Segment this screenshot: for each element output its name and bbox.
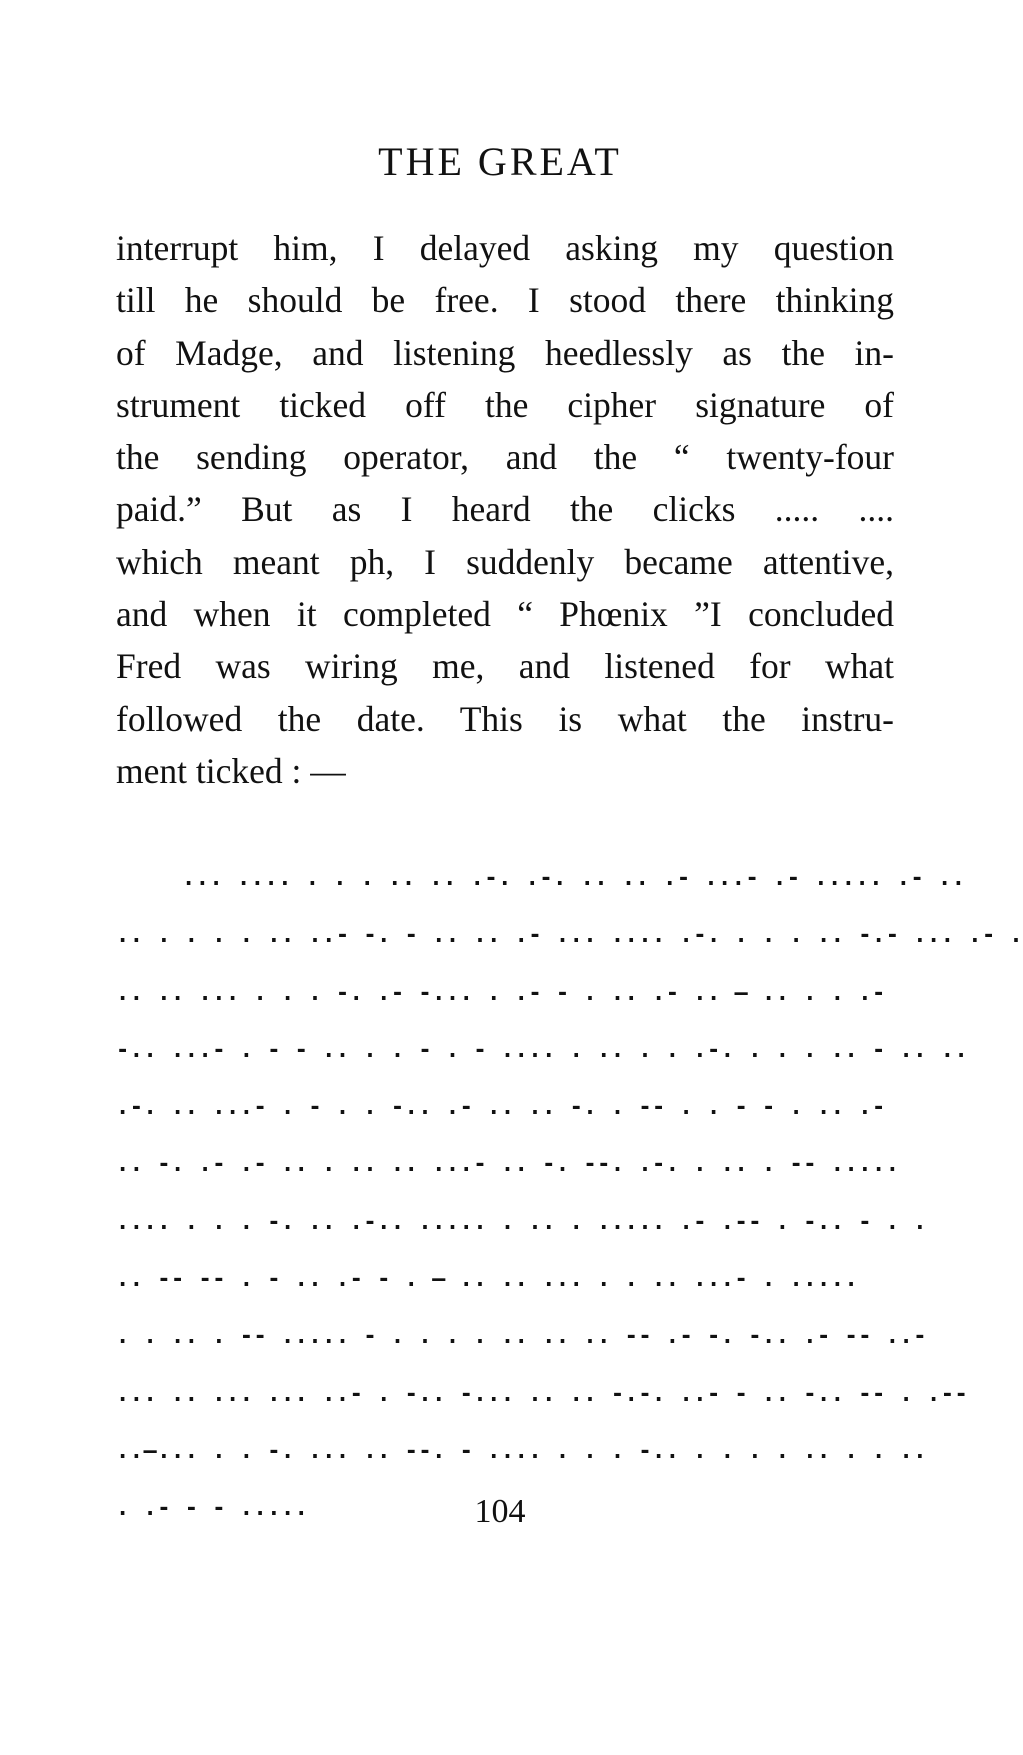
text-line: followed the date. This is what the instru- — [116, 698, 894, 739]
code-line: -.. ...- . - - .. . . - . - .... . .. . . .-. . . . .. - .. .. — [116, 1037, 969, 1063]
code-line: ... .. ... ... ..- . -.. -... .. .. -.-. ..- - .. -.. -- . .-- — [116, 1381, 969, 1407]
text-line: ment ticked : — — [116, 750, 346, 791]
code-line: .. -. .- .- .. . .. .. ...- .. -. --. .-. . .. . -- ..... — [116, 1152, 900, 1178]
text-line: till he should be free. I stood there thinking — [116, 280, 894, 321]
text-line: paid.” But as I heard the clicks ..... .... — [116, 489, 894, 530]
page-number: 104 — [474, 1493, 526, 1530]
code-line: ..—... . . -. ... .. --. - .... . . . -.. . . . . .. . . .. — [116, 1438, 927, 1464]
body-paragraph — [116, 222, 894, 797]
code-line: . . .. . -- ..... - . . . . .. .. .. -- .- -. -.. .- -- ..- — [116, 1324, 927, 1350]
code-line: .... . . . -. .. .-.. ..... . .. . ..... .- .-- . -.. - . . — [116, 1209, 927, 1235]
text-line: strument ticked off the cipher signature of — [116, 384, 894, 425]
text-line: the sending operator, and the “ twenty-four — [116, 437, 894, 478]
code-line: .. .. ... . . . -. .- -... . .- - . .. .- .. — .. . . .- — [116, 980, 886, 1006]
code-line: .-. .. ...- . - . . -.. .- .. .. -. . -- . . - - . .. .- — [116, 1095, 886, 1121]
text-line: of Madge, and listening heedlessly as the in- — [116, 332, 894, 373]
running-head: THE GREAT — [378, 139, 622, 184]
text-line: interrupt him, I delayed asking my question — [116, 228, 894, 268]
code-line: .. . . . . .. ..- -. - .. .. .- ... .... .-. . . . .. -.- ... .- . — [116, 923, 1023, 949]
code-line: .. -- -- . - .. .- - . — .. .. ... . . .. ...- . ..... — [116, 1267, 859, 1293]
text-line: which meant ph, I suddenly became attentive, — [116, 541, 894, 582]
code-line: ... .... . . . .. .. .-. .-. .. .. .- ...- .- ..... .- .. — [182, 866, 966, 891]
code-line: . .- - - ..... — [116, 1496, 309, 1522]
text-line: and when it completed “ Phœnix ”I concluded — [116, 594, 894, 635]
telegraph-code-block — [116, 850, 1023, 1538]
text-line: Fred was wiring me, and listened for what — [116, 646, 894, 687]
